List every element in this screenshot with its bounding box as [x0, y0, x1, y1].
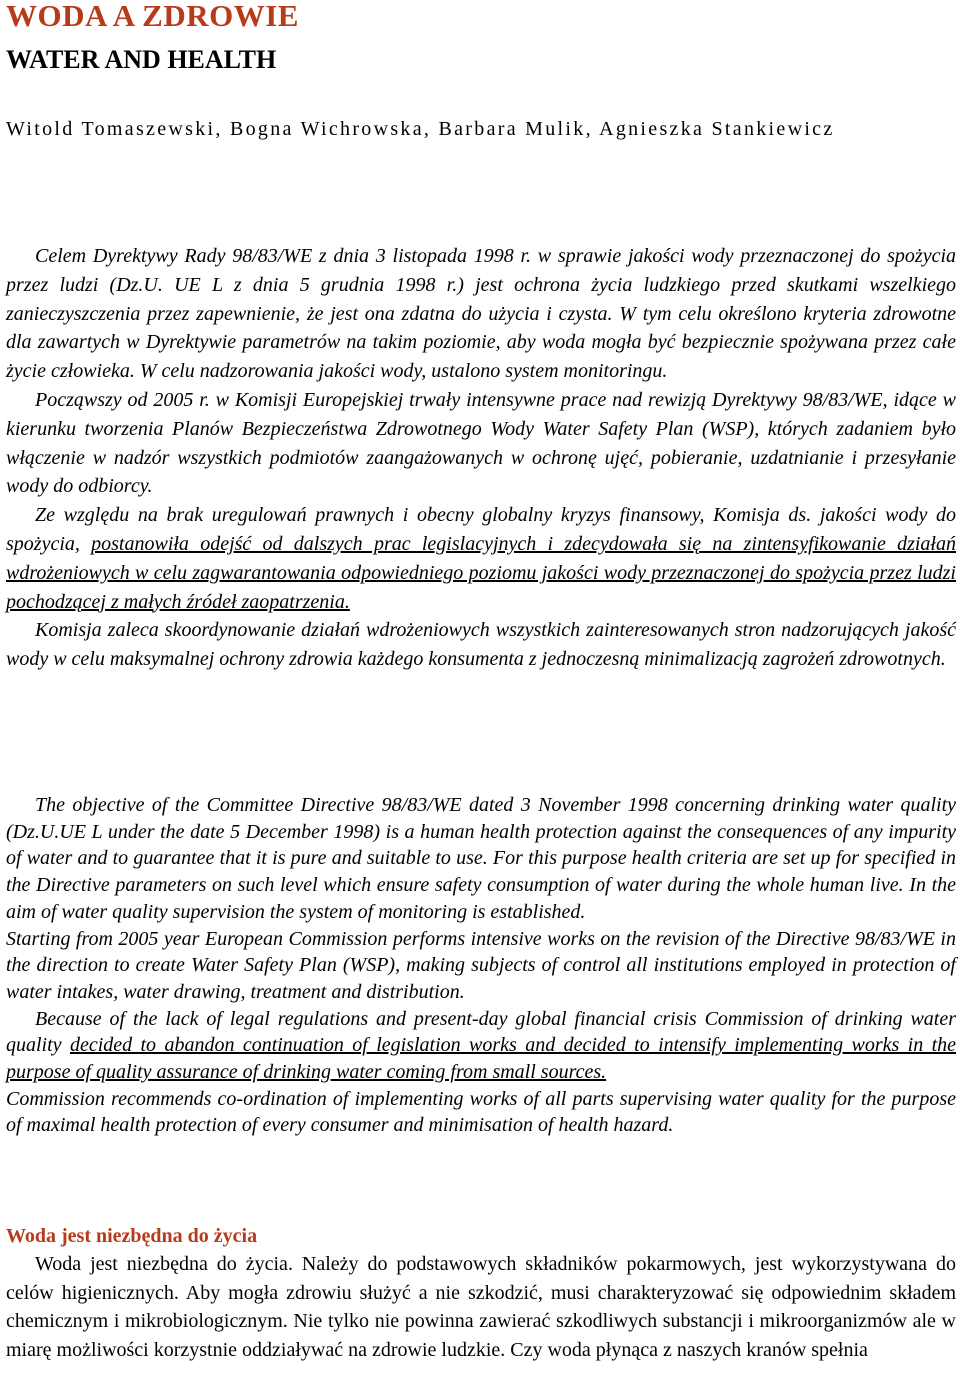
abstract-pl-p3-underlined: postanowiła odejść od dalszych prac legislacyjnych i zdecydowała się na zintensyfikowanie działań wdrożeniowych w celu zagwarantowania odpowiedniego poziomu jakości wody przeznaczonej do spożycia przez ludzi pochodzącej z małych źródeł zaopatrzenia.: [6, 532, 956, 613]
abstract-pl-paragraph-3: [6, 501, 956, 616]
section-paragraph-1: Woda jest niezbędna do życia. Należy do podstawowych składników pokarmowych, jest wykorzystywana do celów higienicznych. Aby mogła zdrowiu służyć a nie szkodzić, musi charakteryzować się odpowiednim składem chemicznym i mikrobiologicznym. Nie tylko nie powinna zawierać szkodliwych substancji i mikroorganizmów ale w miarę możliwości korzystnie oddziaływać na zdrowie ludzkie. Czy woda płynąca z naszych kranów spełnia: [6, 1253, 956, 1361]
abstract-english: [6, 792, 956, 1139]
section-heading: Woda jest niezbędna do życia: [6, 1225, 258, 1247]
authors-line: Witold Tomaszewski, Bogna Wichrowska, Barbara Mulik, Agnieszka Stankiewicz: [6, 118, 835, 140]
title-english: WATER AND HEALTH: [6, 45, 277, 74]
abstract-en-p3-underlined: decided to abandon continuation of legislation works and decided to intensify implementing works in the purpose of quality assurance of drinking water coming from small sources.: [6, 1034, 957, 1084]
abstract-polish: [6, 242, 956, 674]
abstract-en-paragraph-1: The objective of the Committee Directive 98/83/WE dated 3 November 1998 concerning drinking water quality (Dz.U.UE L under the date 5 December 1998) is a human health protection against the consequences of any impurity of water and to guarantee that it is pure and suitable to use. For this purpose health criteria are set up for specified in the Directive parameters on such level which ensure safety consumption of water during the whole human live. In the aim of water quality supervision the system of monitoring is established.: [6, 794, 956, 923]
title-polish: WODA A ZDROWIE: [6, 0, 299, 33]
abstract-pl-paragraph-2: Począwszy od 2005 r. w Komisji Europejskiej trwały intensywne prace nad rewizją Dyrektywy 98/83/WE, idące w kierunku tworzenia Planów Bezpieczeństwa Zdrowotnego Wody Water Safety Plan (WSP), których zadaniem było włączenie w nadzór wszystkich podmiotów zaangażowanych w ochronę ujęć, pobieranie, uzdatnianie i przesyłanie wody do odbiorcy.: [6, 388, 956, 498]
abstract-en-paragraph-4: Commission recommends co-ordination of implementing works of all parts supervising water quality for the purpose of maximal health protection of every consumer and minimisation of health hazard.: [6, 1087, 956, 1137]
abstract-en-paragraph-3: [6, 1006, 956, 1086]
section-body: [6, 1250, 956, 1364]
abstract-pl-paragraph-1: Celem Dyrektywy Rady 98/83/WE z dnia 3 listopada 1998 r. w sprawie jakości wody przeznaczonej do spożycia przez ludzi (Dz.U. UE L z dnia 5 grudnia 1998 r.) jest ochrona życia ludzkiego przed skutkami wszelkiego zanieczyszczenia przez zapewnienie, że jest ona zdatna do użycia i czysta. W tym celu określono kryteria zdrowotne dla zawartych w Dyrektywie parametrów na takim poziomie, aby woda mogła być bezpiecznie spożywana przez całe życie człowieka. W celu nadzorowania jakości wody, ustalono system monitoringu.: [6, 245, 956, 383]
abstract-pl-p3-text: Ze względu na brak uregulowań prawnych i obecny globalny kryzys finansowy, Komisja ds. jakości wody do spożycia,: [6, 504, 956, 555]
abstract-en-p3-text: Because of the lack of legal regulations and present-day global financial crisis Commission of drinking water quality: [6, 1007, 956, 1057]
abstract-en-paragraph-2: Starting from 2005 year European Commission performs intensive works on the revision of the Directive 98/83/WE in the direction to create Water Safety Plan (WSP), making subjects of control all institutions employed in protection of water intakes, water drawing, treatment and distribution.: [6, 927, 956, 1003]
abstract-pl-paragraph-4: Komisja zaleca skoordynowanie działań wdrożeniowych wszystkich zainteresowanych stron nadzorujących jakość wody w celu maksymalnej ochrony zdrowia każdego konsumenta z jednoczesną minimalizacją zagrożeń zdrowotnych.: [6, 619, 956, 671]
